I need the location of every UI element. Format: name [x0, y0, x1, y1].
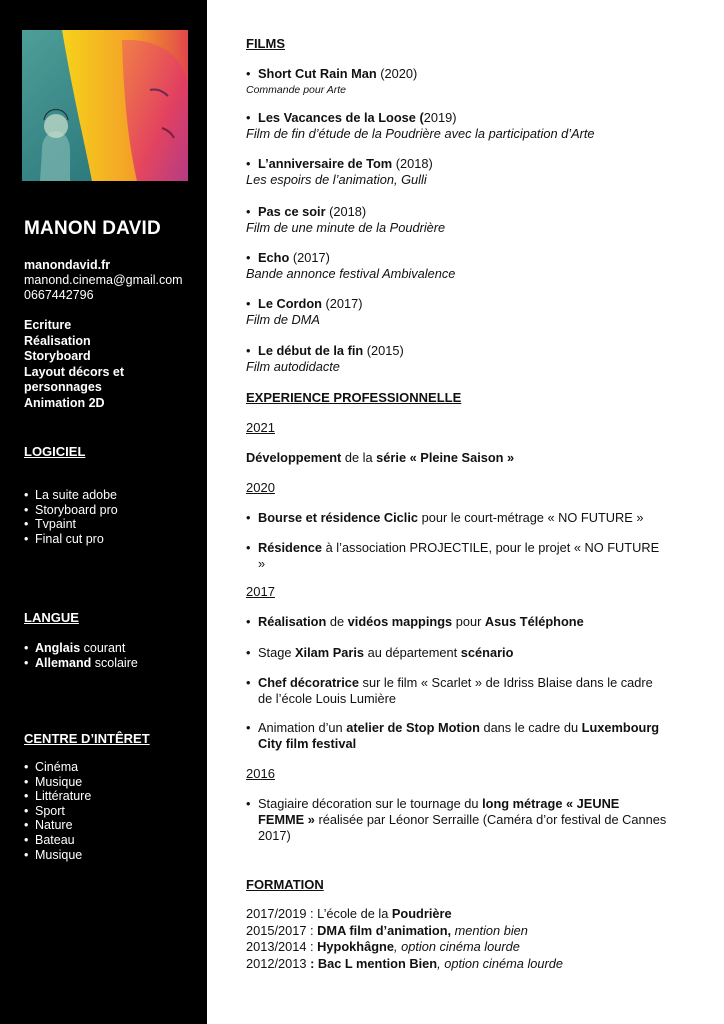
film-year: (2018): [392, 156, 433, 171]
experience-heading: EXPERIENCE PROFESSIONNELLE: [246, 390, 462, 405]
portrait-illustration-art: [22, 30, 188, 181]
film-title: Echo: [258, 250, 290, 265]
experience-entry: • Animation d’un atelier de Stop Motion dans le cadre du Luxembourg City film festival: [246, 720, 668, 752]
formation-row: 2015/2017 : DMA film d’animation, mention bien: [246, 922, 528, 938]
software-list: [24, 488, 118, 546]
film-entry: [246, 204, 706, 236]
person-name: MANON DAVID: [24, 218, 161, 239]
film-entry: [246, 110, 706, 142]
skill-item: Ecriture: [24, 318, 72, 332]
film-description: Film de fin d’étude de la Poudrière avec la participation d’Arte: [246, 126, 595, 141]
language-name: Allemand: [35, 655, 92, 670]
film-year: (2017): [289, 250, 330, 265]
film-description: Film autodidacte: [246, 359, 340, 374]
film-description: Film de DMA: [246, 312, 320, 327]
website-text: manondavid.fr: [24, 258, 111, 272]
formation-row: 2012/2013 : Bac L mention Bien, option cinéma lourde: [246, 955, 564, 971]
contact-block: [24, 258, 183, 303]
sidebar: [0, 0, 207, 1024]
interest-item: • Sport: [24, 804, 91, 819]
formation-heading: FORMATION: [246, 877, 324, 892]
email-text: manond.cinema@gmail.com: [24, 273, 183, 287]
phone-text: 0667442796: [24, 288, 94, 302]
film-entry: [246, 296, 706, 328]
film-description: Les espoirs de l’animation, Gulli: [246, 172, 427, 187]
interest-item: • Littérature: [24, 789, 91, 804]
films-heading: FILMS: [246, 36, 285, 51]
language-name: Anglais: [35, 641, 81, 655]
film-title: Le début de la fin: [258, 343, 364, 358]
experience-entry: Développement de la série « Pleine Saison »: [246, 450, 515, 465]
experience-entry: • Chef décoratrice sur le film « Scarlet » de Idriss Blaise dans le cadre de l’école Louis Lumière: [246, 675, 668, 707]
film-description: Commande pour Arte: [246, 84, 346, 96]
formation-row: 2013/2014 : Hypokhâgne, option cinéma lourde: [246, 939, 520, 954]
film-year: 2019): [423, 110, 457, 125]
software-item: • La suite adobe: [24, 488, 118, 503]
film-year: (2017): [321, 296, 363, 311]
film-year: (2015): [363, 343, 404, 358]
language-level: scolaire: [91, 655, 138, 670]
interests-heading: CENTRE D’INTÊRET: [24, 731, 150, 746]
language-level: courant: [80, 641, 126, 655]
skill-item: Layout décors et: [24, 364, 125, 379]
film-year: (2020): [376, 66, 418, 81]
experience-entry: • Réalisation de vidéos mappings pour Asus Téléphone: [246, 614, 668, 630]
skill-item: Animation 2D: [24, 395, 105, 410]
experience-entry: • Stagiaire décoration sur le tournage du long métrage « JEUNE FEMME » réalisée par Léonor Serraille (Caméra d’or festival de Cannes 2017): [246, 796, 668, 844]
film-year: (2018): [325, 204, 367, 219]
interest-item: • Nature: [24, 818, 91, 833]
language-list: [24, 641, 138, 670]
interests-list: [24, 760, 91, 862]
film-title: Short Cut Rain Man: [258, 66, 377, 81]
skill-item: Réalisation: [24, 333, 91, 348]
film-title: Pas ce soir: [258, 204, 326, 219]
interest-item: • Musique: [24, 848, 91, 863]
skills-list: [24, 318, 124, 412]
interest-item: • Musique: [24, 775, 91, 790]
experience-entry: • Résidence à l’association PROJECTILE, pour le projet « NO FUTURE »: [246, 540, 668, 572]
skill-item: Storyboard: [24, 349, 91, 364]
skill-item: personnages: [24, 380, 102, 395]
interest-item: • Cinéma: [24, 760, 91, 775]
experience-entry: • Bourse et résidence Ciclic pour le court-métrage « NO FUTURE »: [246, 510, 668, 526]
film-entry: [246, 156, 706, 188]
formation-row: 2017/2019 : L’école de la Poudrière: [246, 906, 452, 921]
film-entry: [246, 250, 706, 282]
formation-list: [246, 906, 563, 972]
language-heading: LANGUE: [24, 610, 79, 625]
year-label: 2016: [246, 766, 275, 781]
film-entry: [246, 343, 706, 375]
film-entry: [246, 66, 706, 98]
year-label: 2017: [246, 584, 275, 599]
film-title: Le Cordon: [258, 296, 322, 311]
film-description: Film de une minute de la Poudrière: [246, 220, 446, 235]
film-title: L’anniversaire de Tom: [258, 156, 393, 171]
language-item: [24, 656, 138, 671]
software-item: • Final cut pro: [24, 532, 118, 547]
film-title: Les Vacances de la Loose (: [258, 110, 424, 125]
year-label: 2020: [246, 480, 275, 495]
language-item: [24, 641, 138, 656]
film-description: Bande annonce festival Ambivalence: [246, 266, 456, 281]
software-item: • Tvpaint: [24, 517, 118, 532]
portrait-illustration: [22, 30, 188, 181]
experience-entry: • Stage Xilam Paris au département scénario: [246, 645, 668, 661]
year-label: 2021: [246, 420, 275, 435]
software-heading: LOGICIEL: [24, 444, 86, 459]
software-item: • Storyboard pro: [24, 503, 118, 518]
interest-item: • Bateau: [24, 833, 91, 848]
